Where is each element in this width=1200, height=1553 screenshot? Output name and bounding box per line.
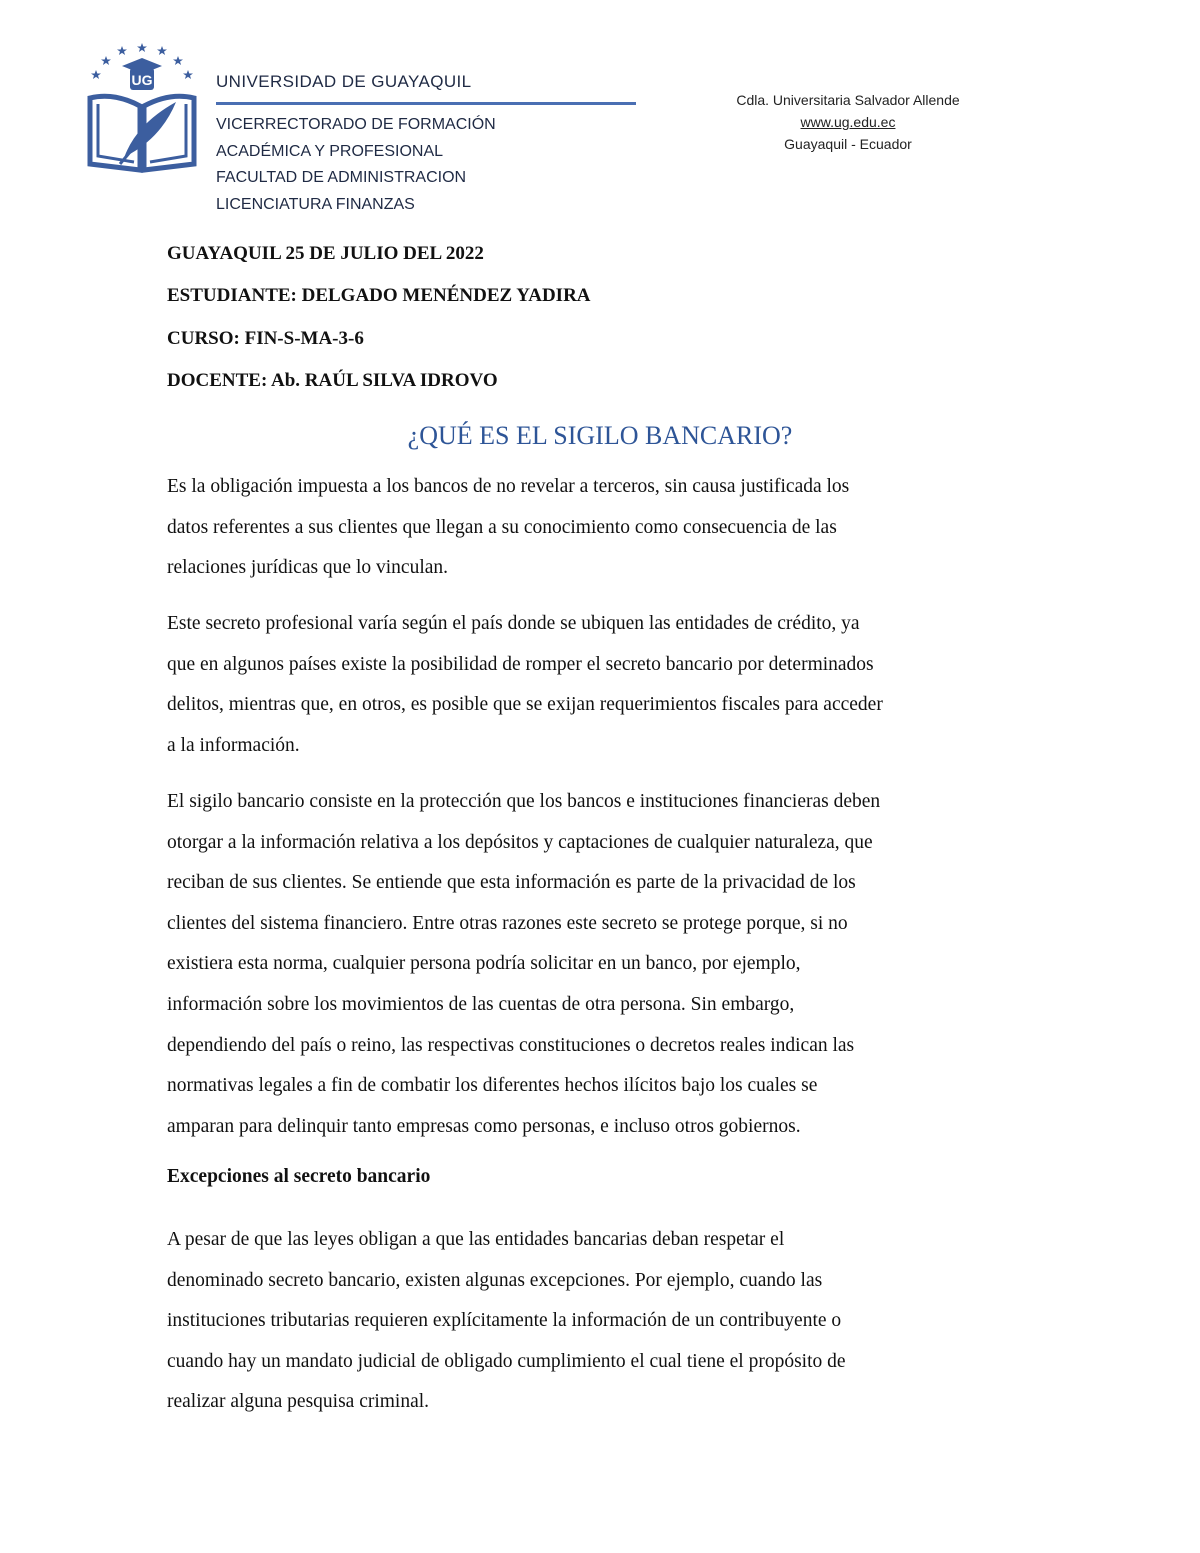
teacher-line: DOCENTE: Ab. RAÚL SILVA IDROVO [167,370,498,391]
text-line: El sigilo bancario consiste en la protección que los bancos e instituciones financieras deben [167,791,881,812]
department-line: ACADÉMICA Y PROFESIONAL [216,142,444,160]
department-line: VICERRECTORADO DE FORMACIÓN [216,116,496,133]
university-name: UNIVERSIDAD DE GUAYAQUIL [216,72,472,91]
text-line: otorgar a la información relativa a los depósitos y captaciones de cualquier naturaleza, que [167,831,873,853]
text-line: cuando hay un mandato judicial de obligado cumplimiento el cual tiene el propósito de [167,1350,846,1372]
department-block [216,112,496,218]
student-line: ESTUDIANTE: DELGADO MENÉNDEZ YADIRA [167,285,591,306]
text-line: amparan para delinquir tanto empresas como personas, e incluso otros gobiernos. [167,1115,801,1137]
address-city: Guayaquil - Ecuador [784,136,912,152]
paragraph-professional-secret [167,604,1042,766]
text-line: información sobre los movimientos de las cuentas de otra persona. Sin embargo, [167,993,795,1015]
text-line: delitos, mientras que, en otros, es posible que se exijan requerimientos fiscales para acceder [167,694,883,716]
document-title: ¿QUÉ ES EL SIGILO BANCARIO? [407,421,793,450]
text-line: dependiendo del país o reino, las respectivas constituciones o decretos reales indican las [167,1034,855,1056]
text-line: datos referentes a sus clientes que llegan a su conocimiento como consecuencia de las [167,516,837,538]
section-heading: Excepciones al secreto bancario [167,1166,431,1187]
text-line: A pesar de que las leyes obligan a que las entidades bancarias deban respetar el [167,1229,785,1250]
course-line: CURSO: FIN-S-MA-3-6 [167,328,364,349]
text-line: Es la obligación impuesta a los bancos de no revelar a terceros, sin causa justificada los [167,476,850,497]
date-line: GUAYAQUIL 25 DE JULIO DEL 2022 [167,243,484,264]
text-line: denominado secreto bancario, existen algunas excepciones. Por ejemplo, cuando las [167,1269,823,1291]
text-line: instituciones tributarias requieren explícitamente la información de un contribuyente o [167,1310,842,1332]
text-line: relaciones jurídicas que lo vinculan. [167,557,449,579]
paragraph-definition [167,467,1042,589]
text-line: Este secreto profesional varía según el país donde se ubiquen las entidades de crédito, ya [167,613,860,634]
university-logo [84,40,200,176]
logo-text: UG [131,72,153,88]
text-line: realizar alguna pesquisa criminal. [167,1391,430,1413]
text-line: reciban de sus clientes. Se entiende que esta información es parte de la privacidad de los [167,872,856,894]
paragraph-protection [167,782,1042,1147]
text-line: a la información. [167,734,300,756]
text-line: existiera esta norma, cualquier persona podría solicitar en un banco, por ejemplo, [167,953,801,975]
department-line: LICENCIATURA FINANZAS [216,195,415,213]
address-block [706,89,990,155]
text-line: normativas legales a fin de combatir los diferentes hechos ilícitos bajo los cuales se [167,1075,818,1097]
text-line: que en algunos países existe la posibilidad de romper el secreto bancario por determinados [167,653,874,675]
header-divider [216,102,636,105]
paragraph-exceptions [167,1220,1042,1423]
address-line: Cdla. Universitaria Salvador Allende [736,92,960,108]
website-link[interactable]: www.ug.edu.ec [800,114,896,130]
department-line: FACULTAD DE ADMINISTRACION [216,169,467,186]
text-line: clientes del sistema financiero. Entre otras razones este secreto se protege porque, si no [167,912,848,934]
